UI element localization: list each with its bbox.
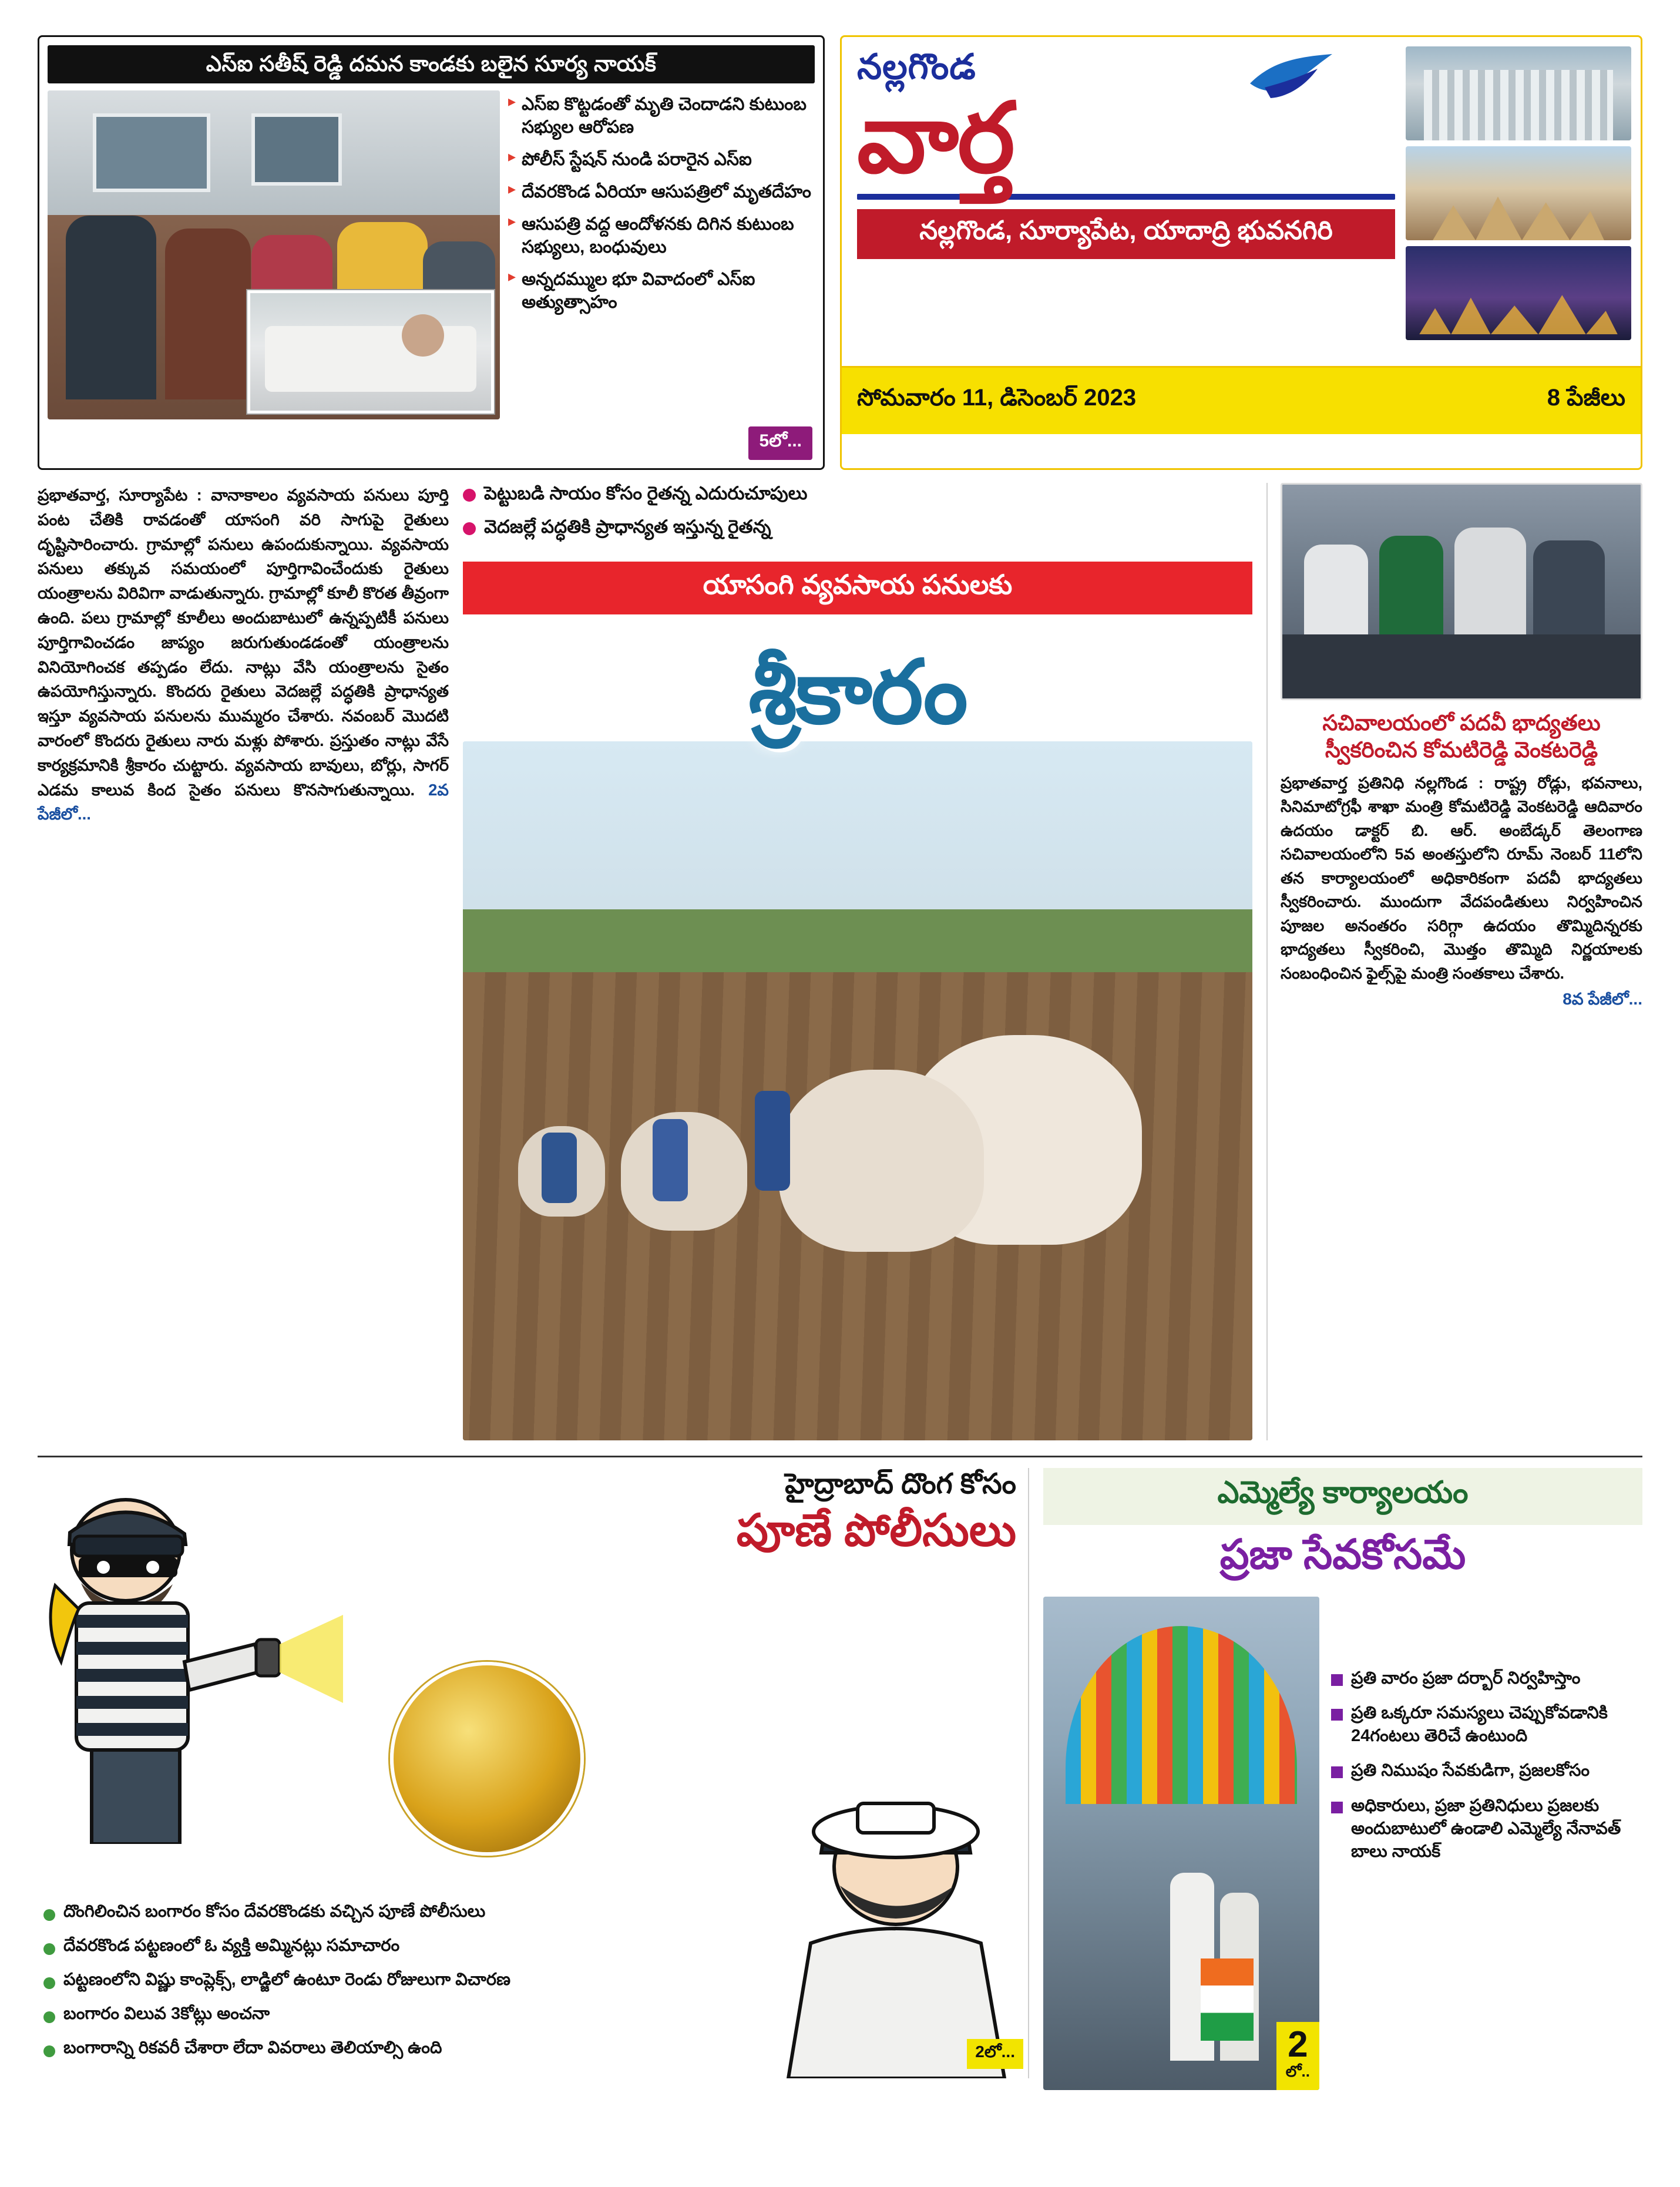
dam-photo [1406,46,1631,140]
masthead-subtitle: నల్లగొండ, సూర్యాపేట, యాదాద్రి భువనగిరి [857,209,1395,259]
list-item: ▸ అన్నదమ్ముల భూ వివాదంలో ఎస్ఐ అత్యుత్సాహం [508,268,815,314]
lead-photo-group [48,90,500,419]
list-item: బంగారాన్ని రికవరీ చేశారా లేదా వివరాలు తెలియాల్సి ఉంది [43,2038,666,2062]
masthead [840,35,1642,470]
masthead-small-title: నల్లగొండ [857,47,976,86]
page-reference-badge: 5లో... [748,426,812,460]
main-story-hero-title: శ్రీకారం [748,643,967,741]
theft-headline-1: హైద్రాబాద్ దొంగ కోసం [785,1469,1016,1500]
lead-photo-main [48,90,500,419]
bird-logo-icon [1247,51,1335,104]
temple-photo [1406,146,1631,240]
mla-bullet-list [1331,1597,1642,2090]
dot-bullet-icon [43,1909,55,1921]
dot-bullet-icon [43,2011,55,2023]
list-item: దేవరకొండ పట్టణంలో ఓ వ్యక్తి అమ్మినట్లు సమాచారం [43,1936,666,1960]
list-item: అధికారులు, ప్రజా ప్రతినిధులు ప్రజలకు అందుబాటులో ఉండాలి ఎమ్మెల్యే నేనావత్ బాలు నాయక్ [1331,1795,1642,1863]
masthead-title: వార్త [857,84,1014,192]
mla-headline-1: ఎమ్మెల్యే కార్యాలయం [1043,1468,1642,1525]
theft-bullet-list [43,1902,666,2072]
thief-cartoon-icon [38,1468,343,1844]
list-item: ప్రతి ఒక్కరూ సమస్యలు చెప్పుకోవడానికి 24గంటలు తెరిచే ఉంటుంది [1331,1702,1642,1748]
list-item: ప్రతి నిముషం సేవకుడిగా, ప్రజలకోసం [1331,1759,1642,1782]
lead-headline: ఎస్ఐ సతీష్ రెడ్డి దమన కాండకు బలైన సూర్య నాయక్ [48,45,815,83]
list-item: ▸ ఎస్ఐ కొట్టడంతో మృతి చెందాడని కుటుంబ సభ్యుల ఆరోపణ [508,93,815,139]
list-item: పట్టణంలోని విష్ణు కాంప్లెక్స్, లాడ్జిలో ఉంటూ రెండు రోజులుగా విచారణ [43,1970,666,1994]
list-item: పెట్టుబడి సాయం కోసం రైతన్న ఎదురుచూపులు [463,483,1252,508]
minister-photo [1281,483,1642,700]
main-story-text-column [38,483,449,1440]
mla-office-story [1043,1468,1642,2078]
square-bullet-icon [1331,1674,1343,1686]
page-reference-badge: 2 లో.. [1276,2022,1319,2090]
continuation-note: 8వ పేజీలో... [1563,990,1642,1008]
ploughing-photo [463,741,1252,1440]
list-item: ▸ ఆసుపత్రి వద్ద ఆందోళనకు దిగిన కుటుంబ సభ్యులు, బంధువులు [508,213,815,258]
list-item: వెదజల్లే పద్ధతికి ప్రాధాన్యత ఇస్తున్న రైతన్న [463,516,1252,542]
triangle-bullet-icon: ▸ [508,179,516,197]
square-bullet-icon [1331,1709,1343,1721]
triangle-bullet-icon: ▸ [508,147,516,165]
mla-office-photo [1043,1597,1319,2090]
main-story-bullets [463,483,1252,550]
minister-story-column [1266,483,1642,1440]
list-item: బంగారం విలువ 3కోట్లు అంచనా [43,2004,666,2028]
minister-headline: సచివాలయంలో పదవీ భాద్యతలు స్వీకరించిన కోమటిరెడ్డి వెంకటరెడ్డి [1322,711,1601,762]
lead-story-box [38,35,825,470]
masthead-photo-strip [1406,37,1641,366]
page-reference-badge: 2లో... [967,2039,1023,2069]
minister-body: ప్రభాతవార్త ప్రతినిధి నల్లగొండ : రాష్ట్ర రోడ్లు, భవనాలు, సినిమాటోగ్రఫీ శాఖా మంత్రి కోమటిరెడ్డి వెంకటరెడ్డి ఆదివారం ఉదయం డాక్టర్ బి. ఆర్. అంబేడ్కర్ తెలంగాణ సచివాలయంలోని 5వ అంతస్తులోని రూమ్ నెంబర్ 11లోని తన కార్యాలయంలో అధికారికంగా పదవీ భాద్యతలు స్వీకరించారు. ముందుగా వేదపండితులు నిర్వహించిన పూజల అనంతరం సరిగ్గా ఉదయం తొమ్మిదిన్నరకు భాద్యతలు స్వీకరించి, మొత్తం తొమ్మిది నిర్ణయాలకు సంబంధించిన ఫైల్స్‌పై మంత్రి సంతకాలు చేశారు. [1281,774,1642,982]
mla-headline-2: ప్రజా సేవకోసమే [1219,1531,1466,1577]
middle-band [38,483,1642,1440]
bottom-band [38,1456,1642,2078]
main-story-body [38,483,449,827]
continuation-note: 2వ పేజీలో... [38,780,449,824]
lead-bullet-list [508,90,815,419]
masthead-rule [857,194,1395,200]
main-story-kicker: యాసంగి వ్యవసాయ పనులకు [463,562,1252,614]
triangle-bullet-icon: ▸ [508,211,516,230]
dot-bullet-icon [43,2045,55,2057]
list-item: ప్రతి వారం ప్రజా దర్బార్ నిర్వహిస్తాం [1331,1667,1642,1690]
list-item: ▸ దేవరకొండ ఏరియా ఆసుపత్రిలో మృతదేహం [508,180,815,203]
main-story-text: ప్రభాతవార్త, సూర్యాపేట : వానాకాలం వ్యవసాయ పనులు పూర్తి పంట చేతికి రావడంతో యాసంగి వరి సాగుపై రైతులు దృష్టిసారించారు. గ్రామాల్లో పనులు ఉపందుకున్నాయి. వ్యవసాయ పనులు తక్కువ సమయంలో పూర్తిగావించేందుకు రైతులు యంత్రాలను విరివిగా వాడుతున్నారు. గ్రామాల్లో కూలీ కొరత తీవ్రంగా ఉంది. పలు గ్రామాల్లో కూలీలు అందుబాటులో ఉన్నప్పటికీ పనులు పూర్తిగావించడం జాప్యం జరుగుతుండడంతో యంత్రాలను వినియోగించక తప్పడం లేదు. నాట్లు వేసి యంత్రాలను సైతం ఉపయోగిస్తున్నారు. కొందరు రైతులు వెదజల్లే పద్ధతికి ప్రాధాన్యత ఇస్తూ వ్యవసాయ పనులను ముమ్మరం చేశారు. నవంబర్ మొదటి వారంలో కొందరు రైతులు నారు మళ్లు పోశారు. ప్రస్తుతం నాట్లు వేసే కార్యక్రమానికి శ్రీకారం చుట్టారు. వ్యవసాయ బావులు, బోర్లు, సాగర్ ఎడమ కాలువ కింద సైతం పనులు కొనసాగుతున్నాయి. [38,486,449,799]
list-item: దొంగిలించిన బంగారం కోసం దేవరకొండకు వచ్చిన పూణే పోలీసులు [43,1902,666,1926]
dot-bullet-icon [43,1943,55,1955]
page-count: 8 పేజీలు [1547,385,1625,411]
issue-date: సోమవారం 11, డిసెంబర్ 2023 [857,385,1137,411]
theft-headline-2: పూణే పోలీసులు [736,1506,1016,1556]
list-item: ▸ పోలీస్ స్టేషన్ నుండి పరారైన ఎస్ఐ [508,148,815,171]
night-city-photo [1406,246,1631,340]
dot-bullet-icon [43,1977,55,1989]
theft-story [38,1468,1029,2078]
dot-bullet-icon [463,489,476,502]
dot-bullet-icon [463,522,476,535]
main-story-hero-column [463,483,1252,1440]
triangle-bullet-icon: ▸ [508,92,516,110]
top-band [38,35,1642,470]
square-bullet-icon [1331,1766,1343,1778]
gold-jewellery-icon [390,1662,584,1856]
policeman-cartoon-icon [770,1749,1016,2078]
triangle-bullet-icon: ▸ [508,267,516,285]
lead-photo-inset [247,290,494,414]
square-bullet-icon [1331,1802,1343,1813]
